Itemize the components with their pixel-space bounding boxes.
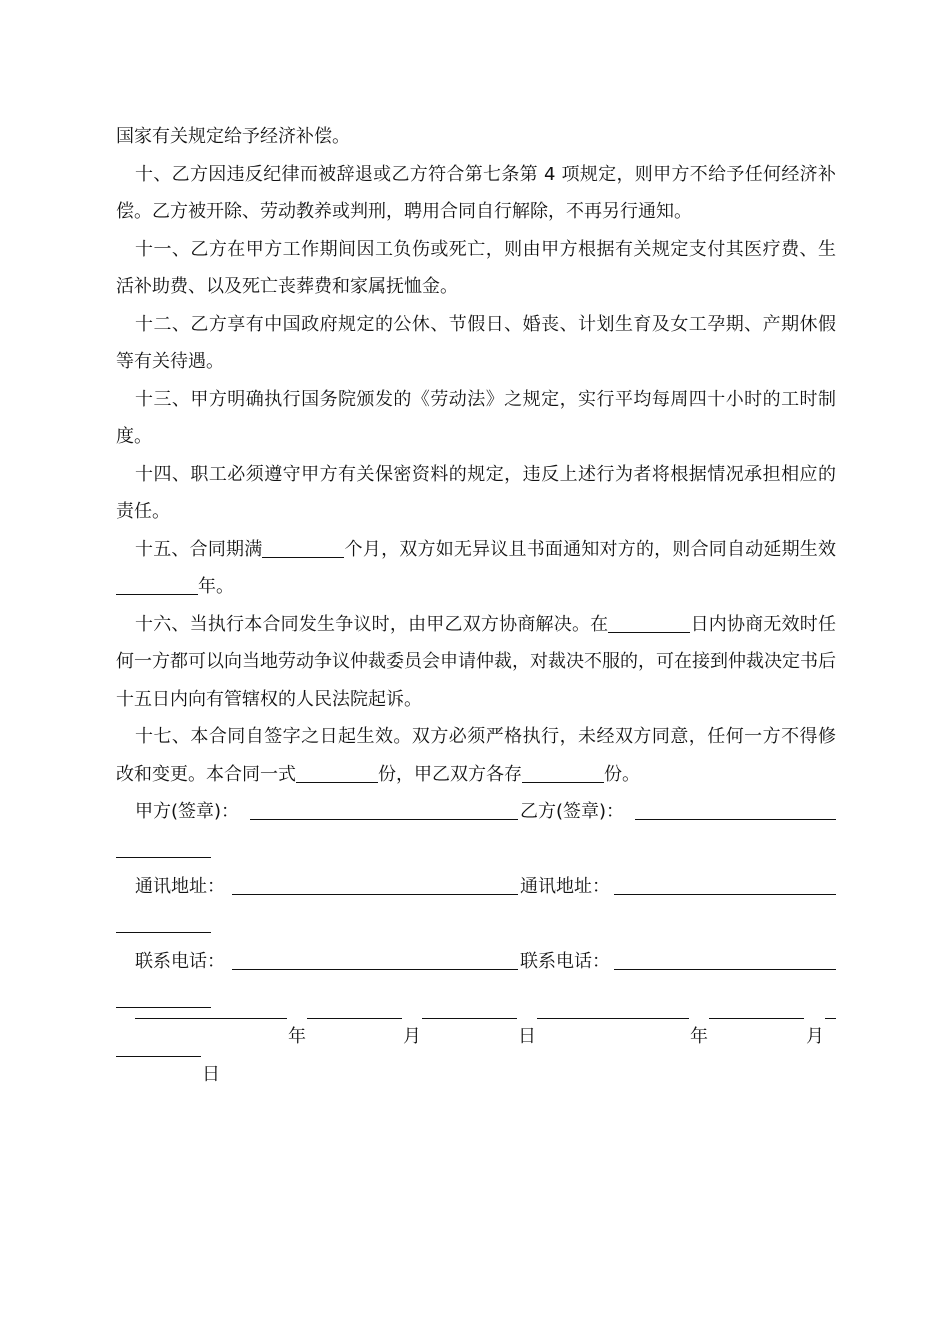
day-label: 日 — [518, 1026, 536, 1047]
clause-13: 十三、甲方明确执行国务院颁发的《劳动法》之规定，实行平均每周四十小时的工时制度。 — [116, 388, 836, 447]
clause-17-text-c: 份。 — [604, 763, 640, 785]
address-row-cont — [116, 906, 836, 944]
blank-field[interactable] — [608, 614, 690, 633]
party-a-address-field[interactable] — [232, 894, 518, 895]
signature-row — [116, 793, 836, 831]
party-a-day-field[interactable] — [422, 1018, 517, 1019]
phone-row-cont — [116, 981, 836, 1019]
clause-16-text-a: 十六、当执行本合同发生争议时，由甲乙双方协商解决。在 — [135, 613, 609, 635]
blank-field[interactable] — [522, 764, 604, 783]
party-a-phone-field[interactable] — [232, 969, 518, 970]
party-b-sign-field[interactable] — [635, 819, 836, 820]
blank-field[interactable] — [116, 576, 198, 595]
clause-12: 十二、乙方享有中国政府规定的公休、节假日、婚丧、计划生育及女工孕期、产期休假等有关待遇。 — [116, 313, 836, 372]
clause-17 — [116, 718, 836, 793]
contract-page — [116, 118, 836, 1093]
clause-17-text-a: 十七、本合同自签字之日起生效。双方必须严格执行，未经双方同意，任何一方不得修改和变更。本合同一式 — [116, 726, 836, 785]
party-a-address-label: 通讯地址： — [135, 876, 225, 897]
date-row — [116, 1018, 836, 1056]
party-b-phone-label: 联系电话： — [520, 951, 610, 972]
clause-10: 十、乙方因违反纪律而被辞退或乙方符合第七条第 4 项规定，则甲方不给予任何经济补偿。乙方被开除、劳动教养或判刑，聘用合同自行解除，不再另行通知。 — [116, 163, 836, 222]
party-b-day-field[interactable] — [825, 1018, 836, 1019]
clause-15-text-b: 个月，双方如无异议且书面通知对方的，则合同自动延期生效 — [344, 538, 837, 560]
phone-row — [116, 943, 836, 981]
party-a-sign-field[interactable] — [250, 819, 518, 820]
party-b-phone-field[interactable] — [614, 969, 836, 970]
party-b-year-field[interactable] — [537, 1018, 689, 1019]
year-label: 年 — [288, 1026, 306, 1047]
clause-16-text-b: 日内协商无效时任何一方都可以向当地劳动争议仲裁委员会申请仲裁，对裁决不服的，可在接到仲裁决定书后十五日内向有管辖权的人民法院起诉。 — [116, 613, 837, 710]
month-label: 月 — [806, 1026, 824, 1047]
address-field-cont[interactable] — [116, 932, 211, 933]
signature-field-cont[interactable] — [116, 857, 211, 858]
party-b-sign-label: 乙方(签章)： — [520, 801, 625, 822]
clause-15-text-c: 年。 — [198, 576, 234, 597]
clause-15 — [116, 531, 836, 606]
party-a-sign-label: 甲方(签章)： — [135, 801, 240, 822]
party-b-address-field[interactable] — [614, 894, 836, 895]
year-label: 年 — [690, 1026, 708, 1047]
blank-field[interactable] — [262, 539, 344, 558]
phone-field-cont[interactable] — [116, 1007, 211, 1008]
signature-row-cont — [116, 831, 836, 869]
party-b-address-label: 通讯地址： — [520, 876, 610, 897]
clause-continuation: 国家有关规定给予经济补偿。 — [116, 126, 350, 147]
month-label: 月 — [403, 1026, 421, 1047]
clause-14: 十四、职工必须遵守甲方有关保密资料的规定，违反上述行为者将根据情况承担相应的责任。 — [116, 463, 836, 522]
clause-15-text-a: 十五、合同期满 — [135, 538, 263, 560]
clause-17-text-b: 份，甲乙双方各存 — [378, 763, 522, 785]
blank-field[interactable] — [296, 764, 378, 783]
clause-16 — [116, 606, 836, 719]
date-row-cont — [116, 1056, 836, 1094]
day-label: 日 — [202, 1063, 220, 1085]
party-b-month-field[interactable] — [709, 1018, 804, 1019]
party-b-day-field-cont[interactable] — [116, 1056, 201, 1057]
party-a-phone-label: 联系电话： — [135, 951, 225, 972]
party-a-year-field[interactable] — [135, 1018, 287, 1019]
clause-11: 十一、乙方在甲方工作期间因工负伤或死亡，则由甲方根据有关规定支付其医疗费、生活补助费、以及死亡丧葬费和家属抚恤金。 — [116, 238, 836, 297]
party-a-month-field[interactable] — [307, 1018, 402, 1019]
address-row — [116, 868, 836, 906]
